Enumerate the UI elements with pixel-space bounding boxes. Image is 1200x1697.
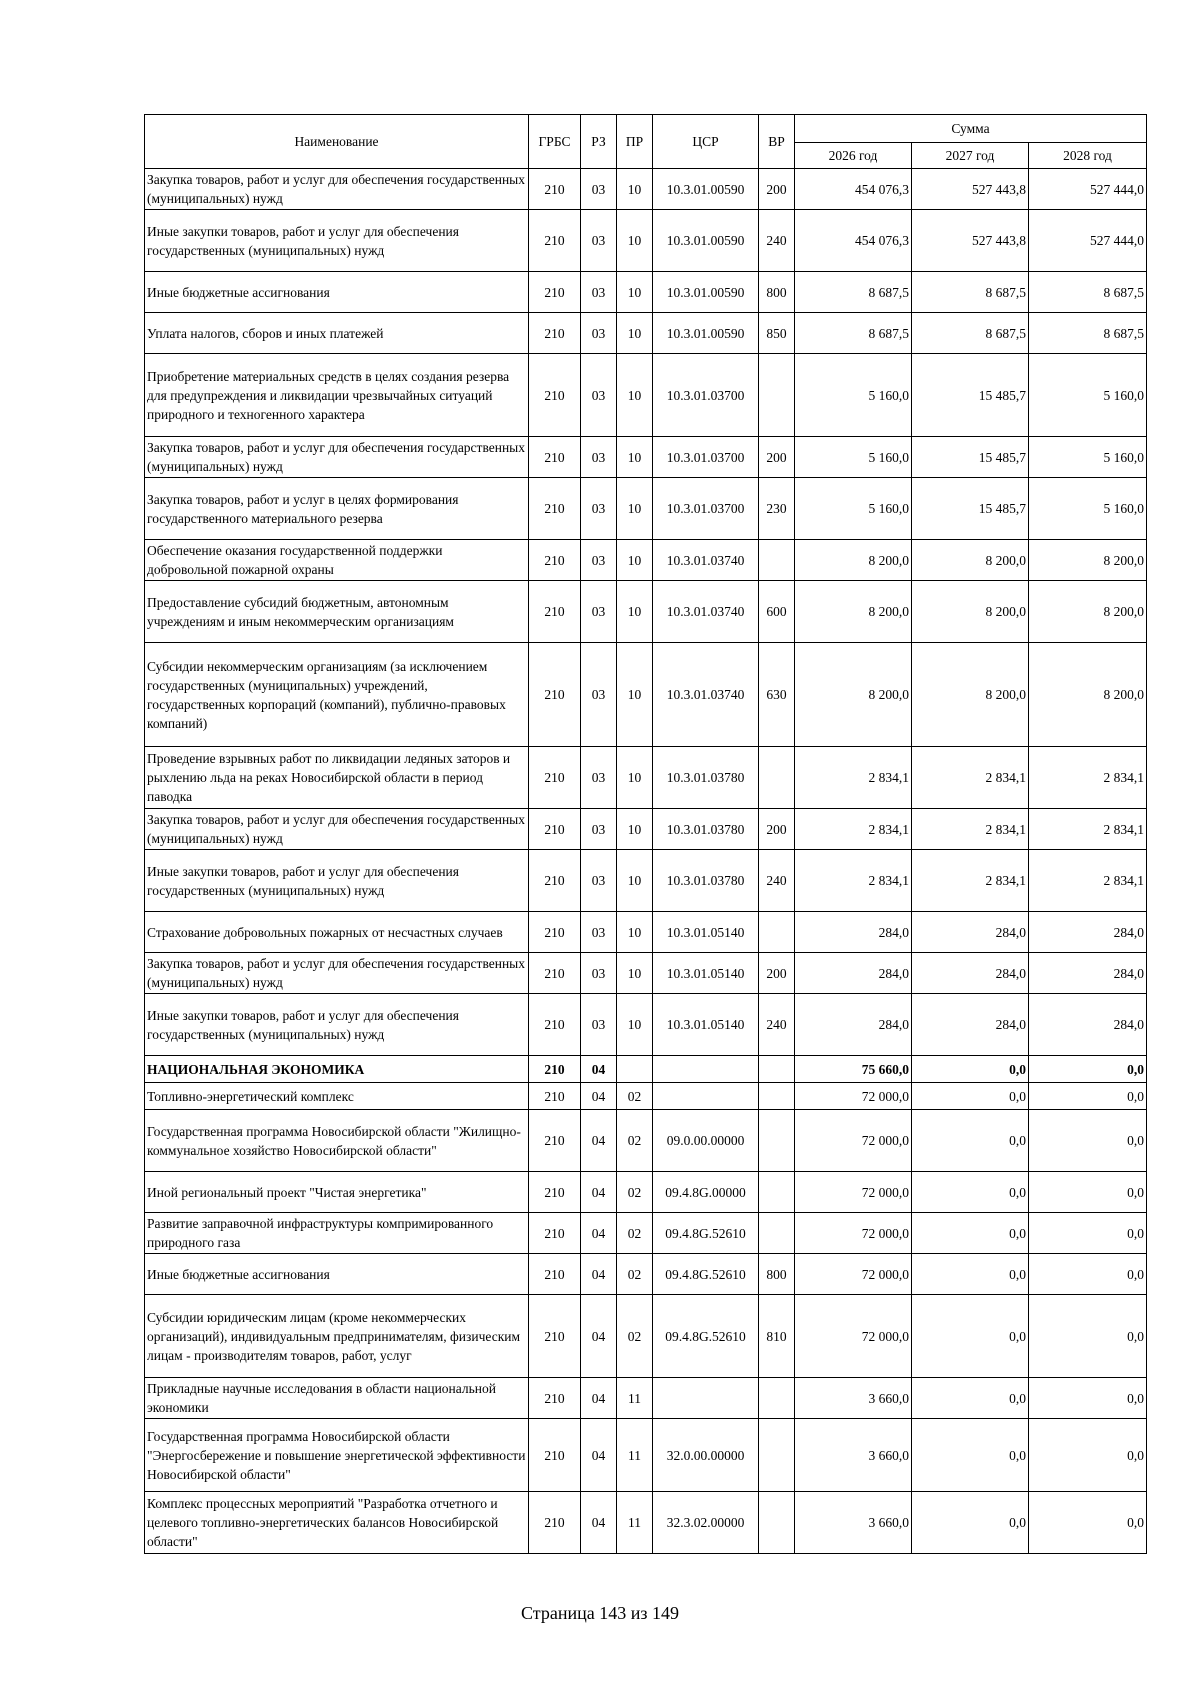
row-csr: 10.3.01.03780: [653, 809, 759, 850]
row-sum-2028: 8 687,5: [1029, 313, 1147, 354]
row-csr: 10.3.01.00590: [653, 272, 759, 313]
row-vr: [759, 1419, 795, 1492]
row-csr: 10.3.01.03700: [653, 478, 759, 540]
row-sum-2028: 2 834,1: [1029, 850, 1147, 912]
row-sum-2028: 0,0: [1029, 1295, 1147, 1378]
row-sum-2028: 2 834,1: [1029, 747, 1147, 809]
table-row: [145, 313, 1147, 354]
row-sum-2027: 15 485,7: [912, 437, 1029, 478]
row-sum-2028: 527 444,0: [1029, 169, 1147, 210]
row-pr: 02: [617, 1083, 653, 1110]
row-grbs: 210: [529, 1419, 581, 1492]
table-row: [145, 1213, 1147, 1254]
row-vr: [759, 1172, 795, 1213]
row-pr: 10: [617, 994, 653, 1056]
row-vr: [759, 1110, 795, 1172]
row-vr: 200: [759, 437, 795, 478]
row-pr: 11: [617, 1378, 653, 1419]
row-sum-2026: 8 687,5: [795, 313, 912, 354]
row-grbs: 210: [529, 313, 581, 354]
row-vr: 240: [759, 850, 795, 912]
row-grbs: 210: [529, 1295, 581, 1378]
row-sum-2026: 5 160,0: [795, 437, 912, 478]
row-name: Комплекс процессных мероприятий "Разработка отчетного и целевого топливно-энергетических балансов Новосибирской области": [145, 1492, 529, 1554]
row-vr: [759, 912, 795, 953]
row-vr: 630: [759, 643, 795, 747]
row-sum-2026: 3 660,0: [795, 1378, 912, 1419]
row-sum-2026: 72 000,0: [795, 1110, 912, 1172]
row-csr: 10.3.01.05140: [653, 994, 759, 1056]
row-sum-2026: 454 076,3: [795, 210, 912, 272]
table-row: [145, 1254, 1147, 1295]
row-sum-2026: 2 834,1: [795, 747, 912, 809]
row-sum-2028: 8 200,0: [1029, 643, 1147, 747]
row-rz: 03: [581, 581, 617, 643]
row-rz: 03: [581, 210, 617, 272]
row-pr: 10: [617, 478, 653, 540]
row-sum-2027: 0,0: [912, 1172, 1029, 1213]
row-name: Закупка товаров, работ и услуг для обеспечения государственных (муниципальных) нужд: [145, 437, 529, 478]
row-sum-2028: 0,0: [1029, 1254, 1147, 1295]
row-rz: 04: [581, 1083, 617, 1110]
row-name: Предоставление субсидий бюджетным, автономным учреждениям и иным некоммерческим организациям: [145, 581, 529, 643]
row-sum-2027: 284,0: [912, 953, 1029, 994]
table-row: [145, 437, 1147, 478]
row-name: Иные закупки товаров, работ и услуг для обеспечения государственных (муниципальных) нужд: [145, 210, 529, 272]
row-rz: 03: [581, 850, 617, 912]
row-pr: 02: [617, 1172, 653, 1213]
row-sum-2028: 284,0: [1029, 994, 1147, 1056]
row-csr: [653, 1056, 759, 1083]
table-body: [145, 169, 1147, 1554]
row-vr: 600: [759, 581, 795, 643]
row-pr: [617, 1056, 653, 1083]
row-pr: 02: [617, 1295, 653, 1378]
row-name: Приобретение материальных средств в целях создания резерва для предупреждения и ликвидации чрезвычайных ситуаций природного и техногенного характера: [145, 354, 529, 437]
row-sum-2026: 72 000,0: [795, 1213, 912, 1254]
row-sum-2027: 527 443,8: [912, 169, 1029, 210]
row-rz: 03: [581, 994, 617, 1056]
row-sum-2027: 8 200,0: [912, 540, 1029, 581]
table-row: [145, 953, 1147, 994]
row-sum-2028: 0,0: [1029, 1213, 1147, 1254]
row-sum-2027: 8 687,5: [912, 272, 1029, 313]
row-name: Обеспечение оказания государственной поддержки добровольной пожарной охраны: [145, 540, 529, 581]
header-grbs: ГРБС: [529, 115, 581, 169]
row-sum-2026: 2 834,1: [795, 809, 912, 850]
row-sum-2027: 8 200,0: [912, 643, 1029, 747]
row-grbs: 210: [529, 953, 581, 994]
row-sum-2026: 3 660,0: [795, 1419, 912, 1492]
table-row: [145, 581, 1147, 643]
row-sum-2027: 0,0: [912, 1083, 1029, 1110]
row-csr: 09.0.00.00000: [653, 1110, 759, 1172]
row-rz: 04: [581, 1213, 617, 1254]
row-csr: [653, 1378, 759, 1419]
row-sum-2027: 8 687,5: [912, 313, 1029, 354]
row-sum-2026: 75 660,0: [795, 1056, 912, 1083]
row-sum-2026: 3 660,0: [795, 1492, 912, 1554]
header-year-2027: 2027 год: [912, 143, 1029, 169]
row-sum-2028: 5 160,0: [1029, 354, 1147, 437]
table-row: [145, 850, 1147, 912]
row-grbs: 210: [529, 169, 581, 210]
row-name: Субсидии некоммерческим организациям (за исключением государственных (муниципальных) учреждений, государственных корпораций (компаний), публично-правовых компаний): [145, 643, 529, 747]
row-name: Иные закупки товаров, работ и услуг для обеспечения государственных (муниципальных) нужд: [145, 850, 529, 912]
row-sum-2027: 0,0: [912, 1254, 1029, 1295]
row-rz: 03: [581, 272, 617, 313]
header-sum: Сумма: [795, 115, 1147, 143]
row-grbs: 210: [529, 994, 581, 1056]
header-year-2028: 2028 год: [1029, 143, 1147, 169]
budget-table: [144, 114, 1147, 1554]
row-pr: 10: [617, 437, 653, 478]
row-grbs: 210: [529, 272, 581, 313]
row-rz: 04: [581, 1419, 617, 1492]
row-name: Государственная программа Новосибирской области "Энергосбережение и повышение энергетической эффективности Новосибирской области": [145, 1419, 529, 1492]
row-grbs: 210: [529, 1492, 581, 1554]
row-pr: 11: [617, 1419, 653, 1492]
table-row: [145, 1083, 1147, 1110]
row-pr: 10: [617, 169, 653, 210]
row-pr: 10: [617, 912, 653, 953]
header-year-2026: 2026 год: [795, 143, 912, 169]
row-rz: 04: [581, 1295, 617, 1378]
row-csr: 10.3.01.03740: [653, 581, 759, 643]
row-name: Развитие заправочной инфраструктуры компримированного природного газа: [145, 1213, 529, 1254]
table-row: [145, 912, 1147, 953]
row-pr: 10: [617, 540, 653, 581]
row-sum-2028: 0,0: [1029, 1110, 1147, 1172]
header-name: Наименование: [145, 115, 529, 169]
row-grbs: 210: [529, 540, 581, 581]
row-csr: 10.3.01.03780: [653, 747, 759, 809]
row-pr: 10: [617, 809, 653, 850]
row-name: Закупка товаров, работ и услуг для обеспечения государственных (муниципальных) нужд: [145, 953, 529, 994]
row-pr: 10: [617, 313, 653, 354]
row-rz: 03: [581, 747, 617, 809]
row-sum-2027: 8 200,0: [912, 581, 1029, 643]
row-rz: 03: [581, 354, 617, 437]
row-csr: 10.3.01.03740: [653, 540, 759, 581]
row-sum-2028: 527 444,0: [1029, 210, 1147, 272]
row-name: Закупка товаров, работ и услуг для обеспечения государственных (муниципальных) нужд: [145, 809, 529, 850]
row-pr: 02: [617, 1254, 653, 1295]
table-row: [145, 540, 1147, 581]
table-row: [145, 809, 1147, 850]
table-row: [145, 210, 1147, 272]
row-sum-2026: 8 200,0: [795, 540, 912, 581]
row-sum-2027: 2 834,1: [912, 747, 1029, 809]
table-row: [145, 1419, 1147, 1492]
row-vr: [759, 1492, 795, 1554]
row-sum-2026: 284,0: [795, 912, 912, 953]
row-vr: 810: [759, 1295, 795, 1378]
row-sum-2026: 8 687,5: [795, 272, 912, 313]
row-rz: 03: [581, 912, 617, 953]
row-sum-2026: 8 200,0: [795, 581, 912, 643]
row-grbs: 210: [529, 747, 581, 809]
table-row: [145, 994, 1147, 1056]
row-sum-2027: 15 485,7: [912, 354, 1029, 437]
row-rz: 03: [581, 313, 617, 354]
row-grbs: 210: [529, 1172, 581, 1213]
row-name: Проведение взрывных работ по ликвидации ледяных заторов и рыхлению льда на реках Новосибирской области в период паводка: [145, 747, 529, 809]
row-name: Топливно-энергетический комплекс: [145, 1083, 529, 1110]
row-grbs: 210: [529, 850, 581, 912]
header-pr: ПР: [617, 115, 653, 169]
table-header: [145, 115, 1147, 169]
row-csr: 10.3.01.00590: [653, 313, 759, 354]
row-sum-2028: 8 687,5: [1029, 272, 1147, 313]
row-name: Иные бюджетные ассигнования: [145, 1254, 529, 1295]
row-vr: [759, 1378, 795, 1419]
row-grbs: 210: [529, 437, 581, 478]
table-row: [145, 643, 1147, 747]
table-row: [145, 1378, 1147, 1419]
row-grbs: 210: [529, 1213, 581, 1254]
row-sum-2028: 0,0: [1029, 1419, 1147, 1492]
row-sum-2026: 284,0: [795, 953, 912, 994]
row-vr: [759, 1213, 795, 1254]
row-csr: 10.3.01.05140: [653, 953, 759, 994]
header-csr: ЦСР: [653, 115, 759, 169]
row-grbs: 210: [529, 581, 581, 643]
row-rz: 03: [581, 643, 617, 747]
row-csr: 10.3.01.03700: [653, 437, 759, 478]
row-csr: 09.4.8G.52610: [653, 1254, 759, 1295]
table-row: [145, 747, 1147, 809]
row-csr: 10.3.01.03700: [653, 354, 759, 437]
row-sum-2027: 0,0: [912, 1492, 1029, 1554]
row-sum-2027: 527 443,8: [912, 210, 1029, 272]
row-sum-2026: 72 000,0: [795, 1254, 912, 1295]
table-row: [145, 478, 1147, 540]
row-sum-2028: 284,0: [1029, 953, 1147, 994]
row-vr: 800: [759, 1254, 795, 1295]
row-pr: 10: [617, 643, 653, 747]
row-grbs: 210: [529, 1378, 581, 1419]
row-sum-2027: 0,0: [912, 1213, 1029, 1254]
row-pr: 11: [617, 1492, 653, 1554]
row-vr: [759, 1056, 795, 1083]
row-vr: 240: [759, 994, 795, 1056]
row-name: Закупка товаров, работ и услуг в целях формирования государственного материального резерва: [145, 478, 529, 540]
row-pr: 02: [617, 1110, 653, 1172]
row-pr: 10: [617, 850, 653, 912]
row-name: Уплата налогов, сборов и иных платежей: [145, 313, 529, 354]
row-vr: 200: [759, 169, 795, 210]
row-sum-2027: 15 485,7: [912, 478, 1029, 540]
header-rz: РЗ: [581, 115, 617, 169]
row-name: Страхование добровольных пожарных от несчастных случаев: [145, 912, 529, 953]
row-pr: 10: [617, 272, 653, 313]
row-sum-2028: 0,0: [1029, 1083, 1147, 1110]
table-row: [145, 354, 1147, 437]
row-sum-2027: 0,0: [912, 1419, 1029, 1492]
row-sum-2028: 5 160,0: [1029, 437, 1147, 478]
row-rz: 03: [581, 169, 617, 210]
row-grbs: 210: [529, 478, 581, 540]
row-sum-2027: 2 834,1: [912, 850, 1029, 912]
row-csr: 09.4.8G.52610: [653, 1295, 759, 1378]
row-name: Субсидии юридическим лицам (кроме некоммерческих организаций), индивидуальным предпринимателям, физическим лицам - производителям товаров, работ, услуг: [145, 1295, 529, 1378]
row-rz: 03: [581, 809, 617, 850]
row-sum-2026: 454 076,3: [795, 169, 912, 210]
row-rz: 04: [581, 1492, 617, 1554]
row-vr: 200: [759, 953, 795, 994]
row-vr: [759, 1083, 795, 1110]
row-vr: [759, 540, 795, 581]
row-sum-2028: 0,0: [1029, 1172, 1147, 1213]
row-vr: 800: [759, 272, 795, 313]
row-sum-2027: 0,0: [912, 1378, 1029, 1419]
row-sum-2026: 8 200,0: [795, 643, 912, 747]
row-rz: 04: [581, 1056, 617, 1083]
row-pr: 10: [617, 953, 653, 994]
row-rz: 03: [581, 953, 617, 994]
row-grbs: 210: [529, 809, 581, 850]
row-csr: 32.0.00.00000: [653, 1419, 759, 1492]
row-vr: 240: [759, 210, 795, 272]
table-row: [145, 272, 1147, 313]
row-rz: 04: [581, 1110, 617, 1172]
row-name: Государственная программа Новосибирской области "Жилищно-коммунальное хозяйство Новосибирской области": [145, 1110, 529, 1172]
row-sum-2026: 2 834,1: [795, 850, 912, 912]
row-vr: [759, 354, 795, 437]
row-sum-2026: 5 160,0: [795, 478, 912, 540]
row-sum-2028: 8 200,0: [1029, 540, 1147, 581]
row-pr: 10: [617, 581, 653, 643]
row-csr: 10.3.01.00590: [653, 210, 759, 272]
row-sum-2026: 72 000,0: [795, 1172, 912, 1213]
row-sum-2026: 72 000,0: [795, 1295, 912, 1378]
row-name: Закупка товаров, работ и услуг для обеспечения государственных (муниципальных) нужд: [145, 169, 529, 210]
row-sum-2026: 284,0: [795, 994, 912, 1056]
row-sum-2026: 72 000,0: [795, 1083, 912, 1110]
row-csr: 32.3.02.00000: [653, 1492, 759, 1554]
row-sum-2027: 0,0: [912, 1056, 1029, 1083]
row-grbs: 210: [529, 1110, 581, 1172]
row-vr: 850: [759, 313, 795, 354]
table-row: [145, 1172, 1147, 1213]
row-vr: 200: [759, 809, 795, 850]
header-vr: ВР: [759, 115, 795, 169]
row-pr: 10: [617, 354, 653, 437]
row-csr: 10.3.01.03780: [653, 850, 759, 912]
row-grbs: 210: [529, 1083, 581, 1110]
row-rz: 04: [581, 1254, 617, 1295]
row-csr: [653, 1083, 759, 1110]
row-sum-2028: 5 160,0: [1029, 478, 1147, 540]
row-pr: 02: [617, 1213, 653, 1254]
table-row: [145, 1110, 1147, 1172]
row-sum-2027: 284,0: [912, 994, 1029, 1056]
row-name: Иной региональный проект "Чистая энергетика": [145, 1172, 529, 1213]
row-grbs: 210: [529, 1254, 581, 1295]
table-row: [145, 1056, 1147, 1083]
row-pr: 10: [617, 210, 653, 272]
row-grbs: 210: [529, 354, 581, 437]
row-sum-2027: 0,0: [912, 1295, 1029, 1378]
row-csr: 10.3.01.00590: [653, 169, 759, 210]
row-sum-2028: 0,0: [1029, 1056, 1147, 1083]
row-grbs: 210: [529, 912, 581, 953]
row-rz: 03: [581, 540, 617, 581]
row-sum-2028: 0,0: [1029, 1492, 1147, 1554]
row-sum-2027: 284,0: [912, 912, 1029, 953]
row-grbs: 210: [529, 643, 581, 747]
row-sum-2028: 0,0: [1029, 1378, 1147, 1419]
row-rz: 04: [581, 1172, 617, 1213]
row-sum-2028: 2 834,1: [1029, 809, 1147, 850]
row-rz: 03: [581, 437, 617, 478]
row-name: НАЦИОНАЛЬНАЯ ЭКОНОМИКА: [145, 1056, 529, 1083]
row-sum-2028: 284,0: [1029, 912, 1147, 953]
row-name: Иные бюджетные ассигнования: [145, 272, 529, 313]
row-sum-2026: 5 160,0: [795, 354, 912, 437]
row-sum-2028: 8 200,0: [1029, 581, 1147, 643]
row-name: Иные закупки товаров, работ и услуг для обеспечения государственных (муниципальных) нужд: [145, 994, 529, 1056]
row-grbs: 210: [529, 1056, 581, 1083]
row-pr: 10: [617, 747, 653, 809]
table-row: [145, 169, 1147, 210]
table-row: [145, 1492, 1147, 1554]
row-csr: 09.4.8G.00000: [653, 1172, 759, 1213]
row-csr: 10.3.01.03740: [653, 643, 759, 747]
row-csr: 09.4.8G.52610: [653, 1213, 759, 1254]
row-rz: 04: [581, 1378, 617, 1419]
row-csr: 10.3.01.05140: [653, 912, 759, 953]
row-vr: [759, 747, 795, 809]
row-vr: 230: [759, 478, 795, 540]
row-grbs: 210: [529, 210, 581, 272]
page-number: Страница 143 из 149: [521, 1603, 679, 1623]
table-row: [145, 1295, 1147, 1378]
row-sum-2027: 0,0: [912, 1110, 1029, 1172]
row-rz: 03: [581, 478, 617, 540]
row-sum-2027: 2 834,1: [912, 809, 1029, 850]
row-name: Прикладные научные исследования в области национальной экономики: [145, 1378, 529, 1419]
